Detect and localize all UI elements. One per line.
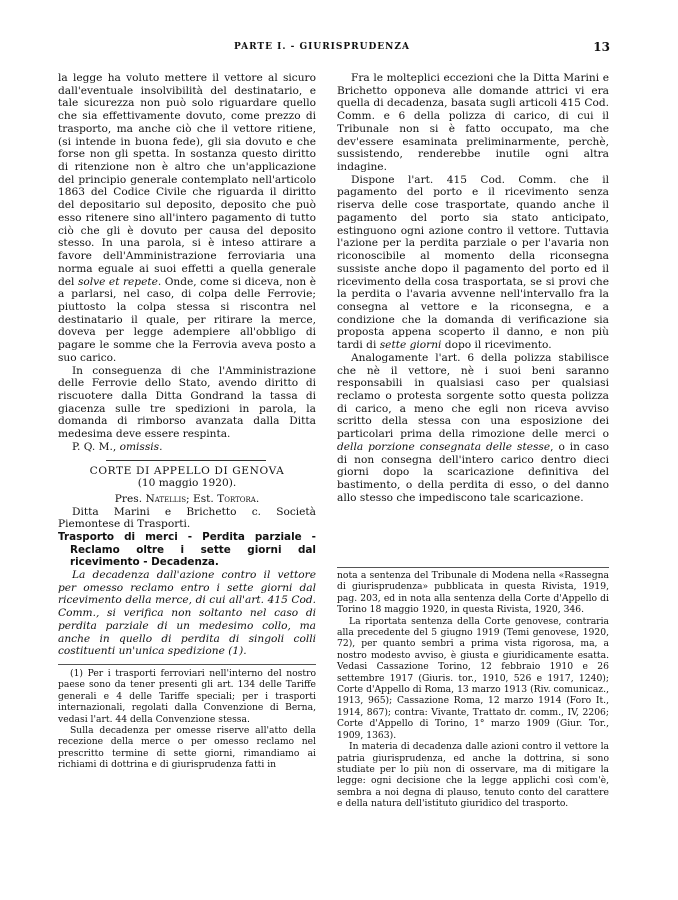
footnote-commentary: La riportata sentenza della Corte genovese, contraria alla precedente del 5 giugno 1919 (Temi genovese, 1920, 72), per quanto sembri a prima vista rigorosa, ma, a nostro modesto avviso, è giusta e giuridicamente esatta. Vedasi Cassazione Torino, 12 febbraio 1910 e 26 settembre 1917 (Giuris. tor., 1910, 526 e 1917, 1240); Corte d'Appello di Roma, 13 marzo 1913 (Riv. comunicaz., 1913, 965); Cassazione Roma, 12 marzo 1914 (Foro It., 1914, 867); contra: Vivante, Trattato dr. comm., IV, 2206; Corte d'Appello di Torino, 1° marzo 1909 (Giur. Tor., 1909, 1363). bbox=[337, 615, 609, 741]
subject-heading: Trasporto di merci - Perdita parziale - Reclamo oltre i sette giorni dal ricevimento - Decadenza. bbox=[58, 531, 316, 569]
footnote-2: Sulla decadenza per omesse riserve all'atto della recezione della merce o per omesso reclamo nel prescritto termine di sette giorni, rimandiamo ai richiami di dottrina e di giurisprudenza fatti in bbox=[58, 725, 316, 771]
left-paragraph-2: In conseguenza di che l'Amministrazione delle Ferrovie dello Stato, avendo diritto di riscuotere dalla Ditta Gondrand la tassa di giacenza sulle tre spedizioni in parola, la domanda di rimborso avanzata dalla Ditta medesima deve essere respinta. bbox=[58, 364, 316, 441]
court-title: CORTE DI APPELLO DI GENOVA bbox=[89, 464, 285, 477]
footnote-1: (1) Per i trasporti ferroviari nell'interno del nostro paese sono da tener presenti gli art. 134 delle Tariffe generali e 4 delle Tariffe speciali; per i trasporti internazionali, regolati dalla Convenzione di Berna, vedasi l'art. 44 della Convenzione stessa. bbox=[58, 667, 316, 725]
page-number: 13 bbox=[593, 40, 610, 54]
solve-et-repete: solve et repete bbox=[77, 275, 158, 288]
parties: Ditta Marini e Brichetto c. Società Piemontese di Trasporti. bbox=[58, 505, 316, 531]
right-paragraph-2: Dispone l'art. 415 Cod. Comm. che il pagamento del porto e il ricevimento senza riserva delle cose trasportate, quando anche il pagamento del porto sia stato anticipato, estinguono ogni azione contro il vettore. Tuttavia l'azione per la perdita parziale o per l'avaria non riconoscibile al momento della riconsegna sussiste anche dopo il pagamento del porto ed il ricevimento della cosa trasportata, se si provi che la perdita o l'avaria avvenne nell'intervallo fra la consegna al vettore e la riconsegna, e a condizione che la domanda di verificazione sia proposta appena scoperto il danno, e non più tardi di sette giorni dopo il ricevimento. bbox=[337, 173, 609, 352]
pqm: P. Q. M., omissis. bbox=[72, 440, 163, 453]
massima: La decadenza dall'azione contro il vettore per omesso reclamo entro i sette giorni dal ricevimento della merce, di cui all'art. 415 Cod. Comm., si verifica non soltanto nel caso di perdita parziale di un medesimo collo, ma anche in quello di perdita di singoli colli costituenti un'unica spedizione (1). bbox=[58, 568, 316, 658]
running-header bbox=[0, 40, 678, 56]
left-footnotes bbox=[58, 664, 316, 771]
decision-date: (10 maggio 1920). bbox=[137, 477, 237, 490]
right-paragraph-1: Fra le molteplici eccezioni che la Ditta Marini e Brichetto opponeva alle domande attrici vi era quella di decadenza, basata sugli articoli 415 Cod. Comm. e 6 della polizza di carico, di cui il Tribunale non si è fatto occupato, ma che dev'essere esaminata preliminarmente, perchè, sussistendo, renderebbe inutile ogni altra indagine. bbox=[337, 72, 609, 174]
section-divider bbox=[106, 460, 266, 461]
left-paragraph-1: la legge ha voluto mettere il vettore al sicuro dall'eventuale insolvibilità del destinatario, e tale sicurezza non può solo riguardare quello che sia effettivamente dovuto, come prezzo di trasporto, ma anche ciò che il vettore ritiene, (si intende in buona fede), gli sia dovuto e che forse non gli spetta. In sostanza questo diritto di ritenzione non è altro che un'applicazione del principio generale contemplato nell'articolo 1863 del Codice Civile che riguarda il diritto del depositario sul deposito, deposito che può esso ritenere sino all'intero pagamento di tutto ciò che gli è dovuto per causa del deposito stesso. In una parola, si è inteso attirare a favore dell'Amministrazione ferroviaria una norma eguale ai suoi effetti a quella generale del solve et repete. Onde, come si diceva, non è a parlarsi, nel caso, di colpa delle Ferrovie; piuttosto la colpa stessa si riscontra nel destinatario il quale, per ritirare la merce, doveva per legge adempiere all'obbligo di pagare le somme che la Ferrovia aveva posto a suo carico. bbox=[58, 72, 316, 364]
right-column bbox=[337, 72, 609, 504]
judges-line: Pres. Natellis; Est. Tortora. bbox=[114, 493, 260, 505]
footnote-continued: nota a sentenza del Tribunale di Modena nella «Rassegna di giurisprudenza» pubblicata in questa Rivista, 1919, pag. 203, ed in nota alla sentenza della Corte d'Appello di Torino 18 maggio 1920, in questa Rivista, 1920, 346. bbox=[337, 570, 609, 616]
footnote-conclusion: In materia di decadenza dalle azioni contro il vettore la patria giurisprudenza, ed anche la dottrina, si sono studiate per lo più non di osservare, ma di mitigare la legge: ogni decisione che la legge applichi così com'è, sembra a noi degna di plauso, tenuto conto del carattere e della natura dell'istituto giuridico del trasporto. bbox=[337, 741, 609, 810]
right-paragraph-3: Analogamente l'art. 6 della polizza stabilisce che nè il vettore, nè i suoi beni saranno responsabili in qualsiasi caso per qualsiasi reclamo o protesta sorgente sotto questa polizza di carico, a meno che egli non riceva avviso scritto della stessa con una esposizione dei particolari prima della rimozione delle merci o della porzione consegnata delle stesse, o in caso di non consegna dell'intero carico dentro dieci giorni dopo la scaricazione definitiva del bastimento, o della perdita di esso, o del danno allo stesso che impediscono tale scaricazione. bbox=[337, 351, 610, 504]
right-footnotes bbox=[337, 567, 609, 810]
header-title: PARTE I. - GIURISPRUDENZA bbox=[234, 42, 410, 52]
left-column bbox=[58, 72, 316, 771]
